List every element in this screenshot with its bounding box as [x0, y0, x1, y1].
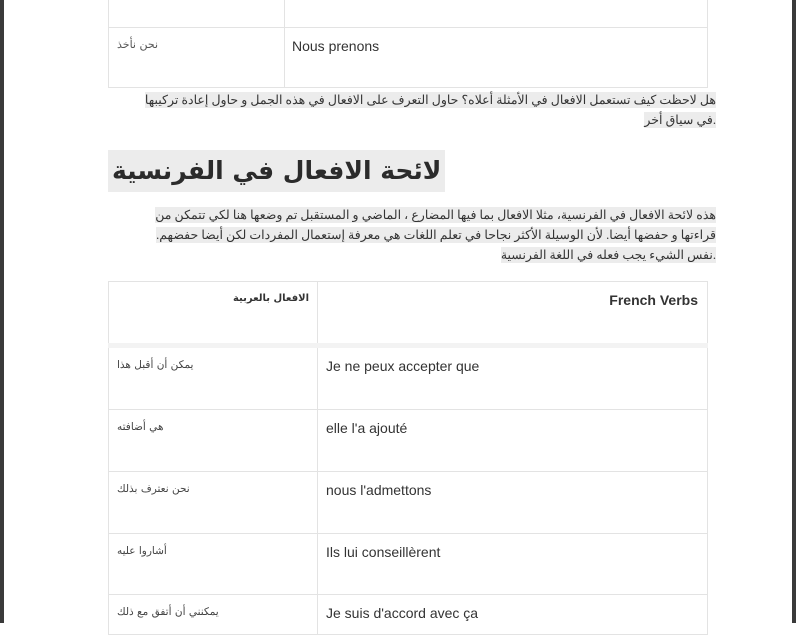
french-cell: Ils lui conseillèrent	[326, 544, 441, 560]
header-arabic-label: الافعال بالعربية	[232, 293, 309, 304]
top-table-row	[108, 0, 708, 28]
french-cell: elle l'a ajouté	[326, 420, 408, 436]
french-cell: Nous prenons	[292, 38, 380, 54]
column-divider	[317, 534, 318, 594]
header-cell-arabic	[109, 282, 317, 344]
paragraph-line: .في سياق أخر	[644, 113, 716, 127]
arabic-cell: نحن نأخذ	[117, 38, 159, 51]
paragraph-line: هل لاحظت كيف تستعمل الافعال في الأمثلة أعلاه؟ حاول التعرف على الافعال في هذه الجمل و حاول إعادة تركيبها	[144, 93, 716, 107]
arabic-cell: أشاروا عليه	[117, 545, 167, 557]
column-divider	[317, 472, 318, 533]
top-table-row	[108, 27, 708, 88]
column-divider	[317, 410, 318, 471]
table-row	[108, 595, 708, 635]
column-divider	[284, 28, 285, 87]
window-left-edge	[0, 0, 4, 623]
arabic-cell: يمكنني أن أتفق مع ذلك	[117, 606, 219, 618]
table-header-row	[108, 281, 708, 345]
column-divider	[317, 595, 318, 634]
section-paragraph	[108, 205, 716, 265]
paragraph-line: .نفس الشيء يجب فعله في اللغة الفرنسية	[500, 248, 716, 262]
intro-paragraph	[108, 90, 716, 130]
section-heading: لائحة الافعال في الفرنسية	[108, 150, 445, 192]
window-right-edge	[792, 0, 796, 623]
table-row	[108, 410, 708, 472]
paragraph-line: هذه لائحة الافعال في الفرنسية، مثلا الافعال بما فيها المضارع ، الماضي و المستقبل تم وضعها هنا لكي تتمكن من	[155, 208, 716, 222]
arabic-cell: نحن نعترف بذلك	[117, 483, 190, 495]
arabic-cell: يمكن أن أقبل هذا	[117, 359, 194, 371]
french-cell: nous l'admettons	[326, 482, 432, 498]
column-divider	[317, 348, 318, 409]
header-cell-french	[317, 282, 708, 344]
table-row	[108, 534, 708, 595]
column-divider	[284, 0, 285, 27]
arabic-cell: هي أضافته	[117, 421, 164, 433]
french-cell: Je suis d'accord avec ça	[326, 605, 479, 621]
french-cell: Je ne peux accepter que	[326, 358, 480, 374]
header-french-label: French Verbs	[609, 292, 698, 308]
table-row	[108, 472, 708, 534]
paragraph-line: قراءتها و حفضها أيضا. لأن الوسيلة الأكثر نجاحا في تعلم اللغات هي معرفة إستعمال المفردات لكن أيضا حفضهم.	[156, 228, 716, 242]
table-row	[108, 348, 708, 410]
